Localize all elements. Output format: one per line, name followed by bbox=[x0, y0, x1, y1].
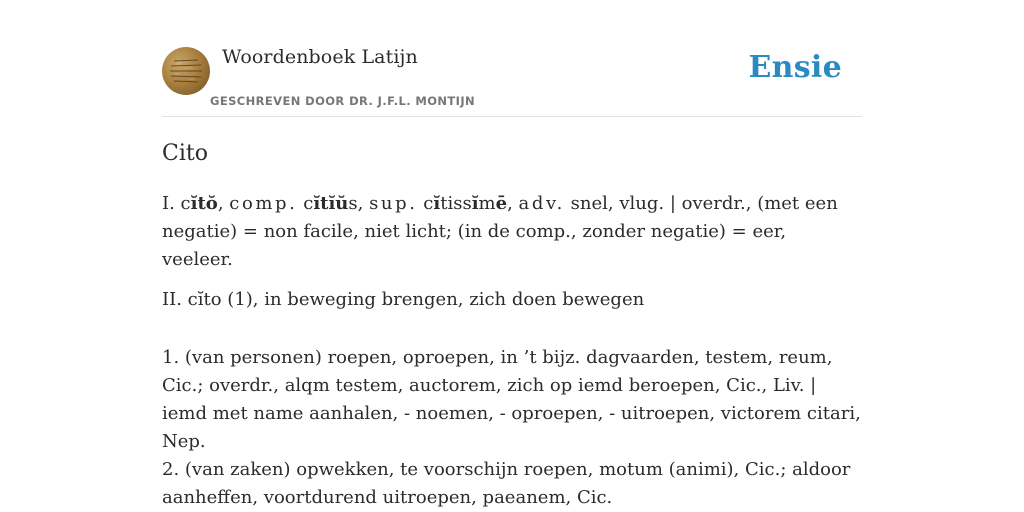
grammar-abbr: comp. bbox=[229, 193, 298, 214]
definition-part-1 bbox=[162, 190, 862, 274]
text: s, bbox=[348, 193, 370, 214]
definition-part-2: II. cĭto (1), in beweging brengen, zich doen bewegen bbox=[162, 289, 645, 310]
text: c bbox=[417, 193, 434, 214]
meanings bbox=[162, 344, 862, 512]
coin-engraving bbox=[162, 47, 210, 95]
meaning-2: 2. (van zaken) opwekken, te voorschijn roepen, motum (animi), Cic.; aldoor aanheffen, voortdurend uitroepen, paeanem, Cic. bbox=[162, 459, 851, 508]
brand-logo[interactable]: Ensie bbox=[748, 50, 842, 85]
superlative-mark: ĭ bbox=[433, 193, 441, 214]
latin-inscription-coin-icon[interactable] bbox=[162, 47, 210, 95]
book-title[interactable]: Woordenboek Latijn bbox=[222, 46, 418, 68]
text: , bbox=[507, 193, 519, 214]
headword-form: ĭtŏ bbox=[190, 193, 218, 214]
entry-title: Cito bbox=[162, 141, 208, 166]
entry-content bbox=[162, 138, 862, 512]
site-header bbox=[162, 46, 862, 117]
superlative-mark: ē bbox=[495, 193, 508, 214]
text: tiss bbox=[440, 193, 472, 214]
grammar-abbr: adv. bbox=[518, 193, 565, 214]
text: I. c bbox=[162, 193, 191, 214]
text: m bbox=[478, 193, 496, 214]
text: , bbox=[217, 193, 230, 214]
definition-text: snel, vlug. | overdr., (met een negatie) = non facile, niet licht; (in de comp., zonder negatie) = eer, veeleer. bbox=[162, 193, 838, 270]
superlative-mark: ĭ bbox=[471, 193, 479, 214]
grammar-abbr: sup. bbox=[369, 193, 418, 214]
text: c bbox=[297, 193, 314, 214]
author-line[interactable]: GESCHREVEN DOOR DR. J.F.L. MONTIJN bbox=[210, 94, 476, 108]
meaning-1: 1. (van personen) roepen, oproepen, in ’t bijz. dagvaarden, testem, reum, Cic.; overdr., alqm testem, auctorem, zich op iemd beroepen, Cic., Liv. | iemd met name aanhalen, - noemen, - oproepen, - uitroepen, victorem citari, Nep. bbox=[162, 347, 861, 452]
comparative-form: ĭtĭŭ bbox=[313, 193, 349, 214]
